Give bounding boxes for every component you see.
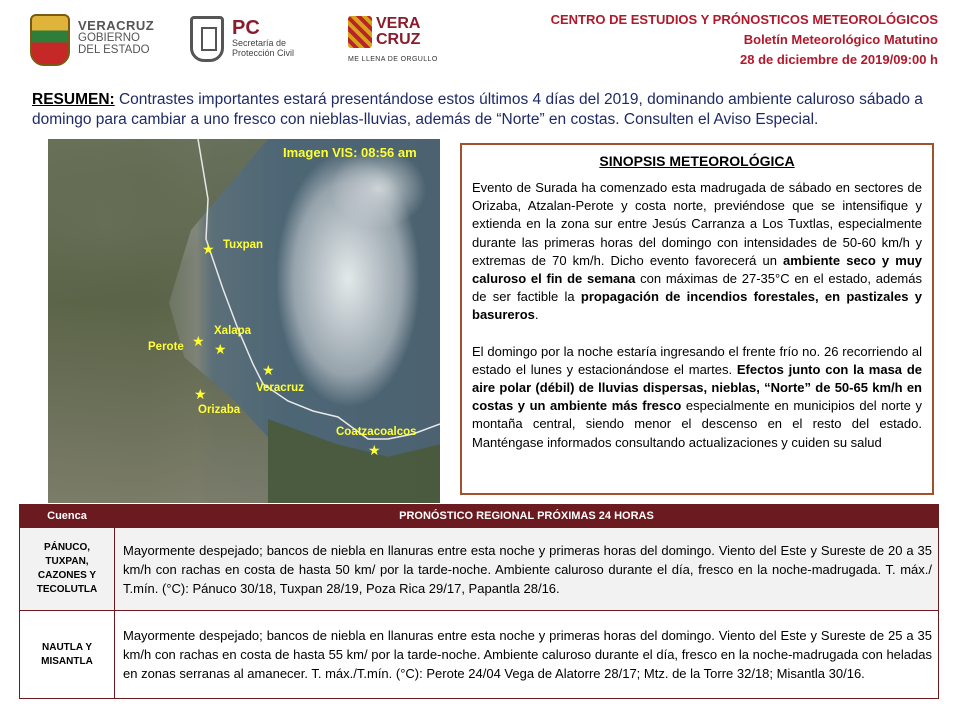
forecast-text: Mayormente despejado; bancos de niebla en llanuras entre esta noche y primeras horas del domingo. Viento del Este y Sureste de 20 a 35 km/h con rachas en costa de hasta 50 km/ por la tarde-noche. Ambiente caluroso durante el día, fresco en la noche-madrugada. T. máx./ T.mín. (°C): Pánuco 30/18, Tuxpan 28/19, Poza Rica 29/17, Papantla 28/16. bbox=[115, 528, 939, 611]
synopsis-text: con máximas de 27-35°C en el estado, además de ser factible la bbox=[472, 271, 922, 305]
synopsis-text: especialmente en municipios del norte y montaña central, siendo menor el descenso en el resto del estado. Manténgase informados consultando actualizaciones y cuiden su salud bbox=[472, 398, 922, 450]
coastline bbox=[48, 139, 440, 503]
basin-line: PÁNUCO, bbox=[43, 542, 91, 553]
star-icon: ★ bbox=[214, 342, 227, 358]
basin-line: MISANTLA bbox=[41, 655, 93, 667]
city-coatzacoalcos: Coatzacoalcos bbox=[336, 426, 417, 438]
synopsis-paragraph-2 bbox=[472, 343, 922, 452]
city-veracruz: Veracruz bbox=[256, 382, 304, 394]
logo-brand-tagline: ME LLENA DE ORGULLO bbox=[348, 56, 438, 63]
star-icon: ★ bbox=[368, 443, 381, 459]
synopsis-title: SINOPSIS METEOROLÓGICA bbox=[599, 153, 795, 169]
city-orizaba: Orizaba bbox=[198, 404, 241, 416]
star-icon: ★ bbox=[194, 387, 207, 403]
logo-pc-line1: Secretaría de bbox=[232, 38, 287, 48]
logo-brand-line2: CRUZ bbox=[376, 31, 421, 48]
synopsis-paragraph-1 bbox=[472, 179, 922, 325]
synopsis-bold-text: ambiente seco y muy caluroso el fin de semana bbox=[472, 252, 922, 287]
synopsis-box bbox=[460, 143, 934, 495]
bulletin-date: 28 de diciembre de 2019/09:00 h bbox=[740, 52, 938, 67]
city-tuxpan: Tuxpan bbox=[223, 239, 264, 251]
table-row bbox=[20, 611, 939, 699]
basin-name bbox=[20, 528, 115, 611]
pattern-icon bbox=[348, 16, 372, 48]
forecast-table bbox=[19, 504, 939, 699]
header-forecast: PRONÓSTICO REGIONAL PRÓXIMAS 24 HORAS bbox=[115, 505, 939, 528]
logo-pc-line2: Protección Civil bbox=[232, 48, 295, 58]
logo-gob-line2: GOBIERNO bbox=[78, 32, 140, 44]
veracruz-brand-logo bbox=[348, 10, 438, 70]
logo-gob-line3: DEL ESTADO bbox=[78, 44, 150, 56]
proteccion-civil-logo bbox=[190, 10, 310, 70]
synopsis-text: Evento de Surada ha comenzado esta madrugada de sábado en sectores de Orizaba, Atzalan-Perote y costa norte, previéndose que se intensifique y extienda en la zona sur entre Jesús Carranza a Los Tuxtlas, especialmente durante las primeras horas del domingo con intensidades de 50-60 km/h y extremas de 70 km/h. Dicho evento favorecerá un bbox=[472, 180, 922, 268]
star-icon: ★ bbox=[202, 242, 215, 258]
center-name: CENTRO DE ESTUDIOS Y PRÓNOSTICOS METEOROLÓGICOS bbox=[550, 12, 938, 27]
city-xalapa: Xalapa bbox=[214, 325, 252, 337]
logo-gob-line1: VERACRUZ bbox=[78, 18, 155, 33]
synopsis-bold-text: Efectos junto con la masa de aire polar (débil) de lluvias dispersas, nieblas, “Norte” de 50-65 km/h en costas y un ambiente más fresco bbox=[472, 361, 923, 414]
basin-line: TUXPAN, bbox=[45, 556, 89, 567]
basin-name bbox=[20, 611, 115, 699]
header-basin: Cuenca bbox=[20, 505, 115, 528]
basin-line: TECOLUTLA bbox=[36, 584, 98, 595]
logo-brand-line1: VERA bbox=[376, 15, 421, 32]
summary-paragraph bbox=[32, 90, 937, 130]
table-header-row bbox=[20, 505, 939, 528]
city-perote: Perote bbox=[148, 341, 184, 353]
summary-label: RESUMEN: bbox=[32, 91, 115, 108]
shield-icon bbox=[190, 16, 224, 62]
star-icon: ★ bbox=[262, 363, 275, 379]
star-icon: ★ bbox=[192, 334, 205, 350]
coat-of-arms-icon bbox=[30, 14, 70, 66]
gobierno-veracruz-logo bbox=[30, 10, 160, 70]
table-row bbox=[20, 528, 939, 611]
synopsis-text: El domingo por la noche estaría ingresando el frente frío no. 26 recorriendo al estado el lunes y estacionándose el martes. bbox=[472, 343, 922, 377]
bulletin-name: Boletín Meteorológico Matutino bbox=[743, 32, 938, 47]
logo-pc-title: PC bbox=[232, 17, 260, 39]
synopsis-text: . bbox=[534, 307, 539, 323]
summary-text: Contrastes importantes estará presentándose estos últimos 4 días del 2019, dominando ambiente caluroso sábado a domingo para cambiar a uno fresco con nieblas-lluvias, además de “Norte” en costas. Consulten el Aviso Especial. bbox=[32, 91, 923, 128]
basin-line: NAUTLA Y bbox=[42, 641, 92, 653]
basin-line: CAZONES Y bbox=[37, 570, 97, 581]
header-titles bbox=[551, 10, 938, 70]
satellite-image bbox=[48, 139, 440, 503]
synopsis-bold-text: propagación de incendios forestales, en pastizales y basureros bbox=[472, 289, 922, 323]
satellite-timestamp: Imagen VIS: 08:56 am bbox=[283, 145, 417, 160]
forecast-text: Mayormente despejado; bancos de niebla en llanuras entre esta noche y primeras horas del domingo. Viento del Este y Sureste de 25 a 35 km/h con rachas en costa de hasta 55 km/ por la tarde-noche. Ambiente caluroso durante el día, fresco en la noche-madrugada con heladas en zonas serranas al amanecer. T. máx./T.mín. (°C): Perote 24/04 Vega de Alatorre 28/17; Mtz. de la Torre 32/18; Misantla 30/16. bbox=[115, 611, 939, 699]
